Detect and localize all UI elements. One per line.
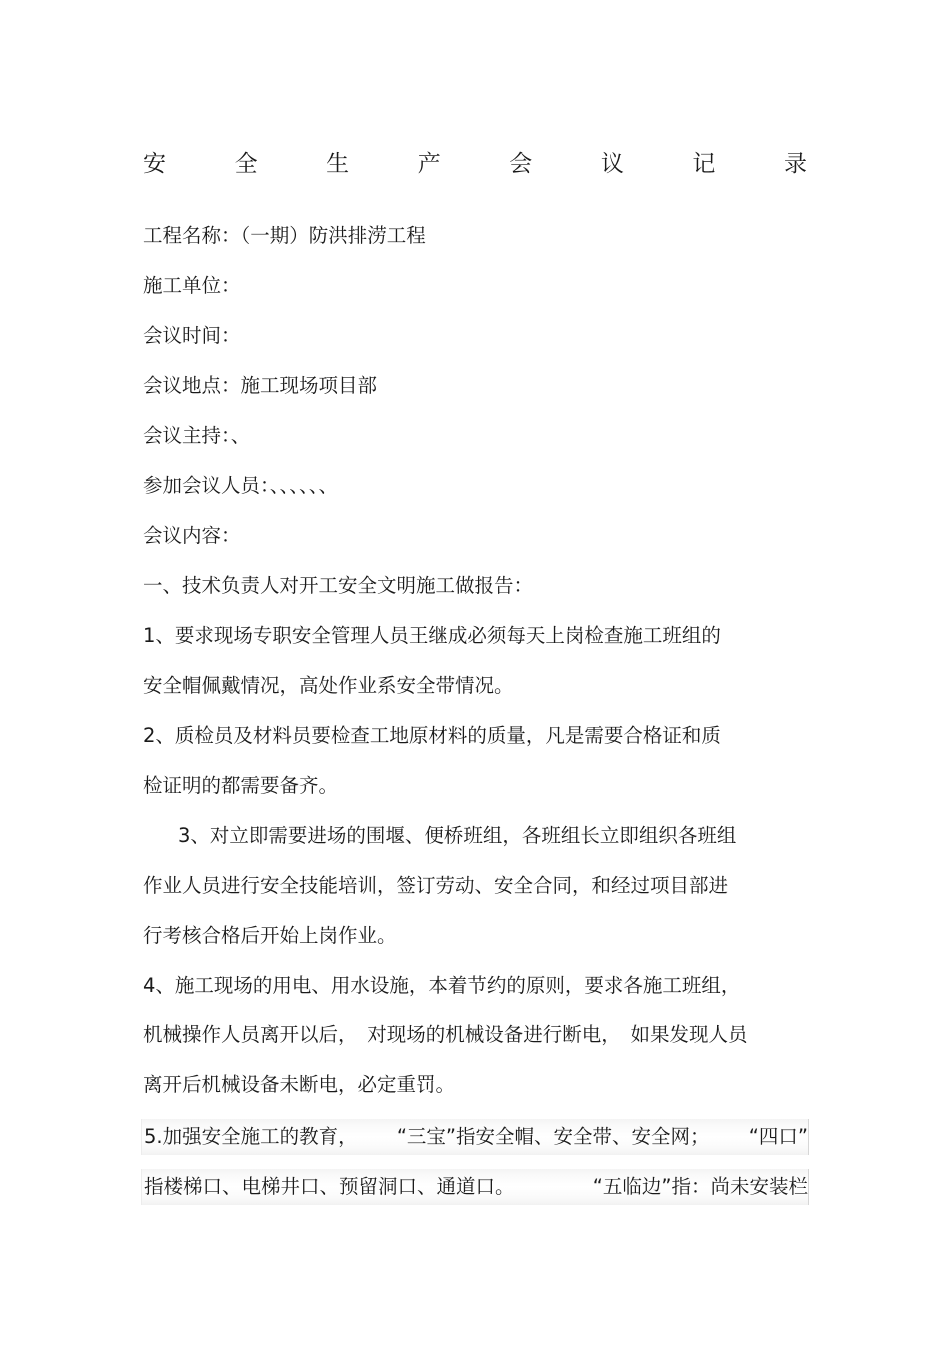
document-title — [143, 148, 807, 180]
item-5-line-2-box — [141, 1169, 809, 1205]
item-3-line-3: 行考核合格后开始上岗作业。 — [143, 924, 397, 947]
field-meeting-host: 会议主持：、 — [143, 424, 251, 447]
title-char: 议 — [600, 151, 624, 177]
title-char: 产 — [417, 151, 441, 177]
item-5-part: “四口” — [748, 1125, 808, 1148]
field-meeting-content: 会议内容： — [143, 524, 241, 547]
title-char: 会 — [509, 151, 533, 177]
field-meeting-place: 会议地点：施工现场项目部 — [143, 374, 378, 397]
section-heading: 一、技术负责人对开工安全文明施工做报告： — [143, 574, 534, 597]
item-5-line-1 — [144, 1123, 808, 1151]
item-5-part: “五临边”指：尚未安装栏 — [592, 1175, 808, 1198]
title-char: 全 — [234, 151, 258, 177]
item-2-line-2: 检证明的都需要备齐。 — [143, 774, 339, 797]
item-5-part: 5.加强安全施工的教育， — [144, 1125, 358, 1148]
title-char: 生 — [326, 151, 350, 177]
title-char: 录 — [783, 151, 807, 177]
field-construction-unit: 施工单位： — [143, 274, 241, 297]
item-3-line-2: 作业人员进行安全技能培训，签订劳动、安全合同，和经过项目部进 — [143, 874, 729, 897]
field-project-name: 工程名称：（一期）防洪排涝工程 — [143, 224, 426, 247]
item-5-line-2 — [144, 1173, 808, 1201]
item-5-line-1-box — [141, 1119, 809, 1155]
field-meeting-time: 会议时间： — [143, 324, 241, 347]
item-2-line-1: 2、质检员及材料员要检查工地原材料的质量，凡是需要合格证和质 — [143, 724, 721, 747]
title-char: 安 — [143, 151, 166, 177]
item-4-line-2: 机械操作人员离开以后， 对现场的机械设备进行断电， 如果发现人员 — [143, 1023, 748, 1046]
item-5-part: 指楼梯口、电梯井口、预留洞口、通道口。 — [144, 1175, 515, 1198]
item-1-line-1: 1、要求现场专职安全管理人员王继成必须每天上岗检查施工班组的 — [143, 624, 721, 647]
item-3-line-1: 3、对立即需要进场的围堰、便桥班组，各班组长立即组织各班组 — [178, 824, 737, 847]
item-5-part: “三宝”指安全帽、安全带、安全网； — [396, 1125, 710, 1148]
field-attendees: 参加会议人员：、、、、、、 — [143, 474, 339, 497]
item-4-line-1: 4、施工现场的用电、用水设施，本着节约的原则，要求各施工班组， — [143, 974, 741, 997]
title-char: 记 — [692, 151, 716, 177]
item-1-line-2: 安全帽佩戴情况，高处作业系安全带情况。 — [143, 674, 514, 697]
item-4-line-3: 离开后机械设备未断电，必定重罚。 — [143, 1073, 456, 1096]
